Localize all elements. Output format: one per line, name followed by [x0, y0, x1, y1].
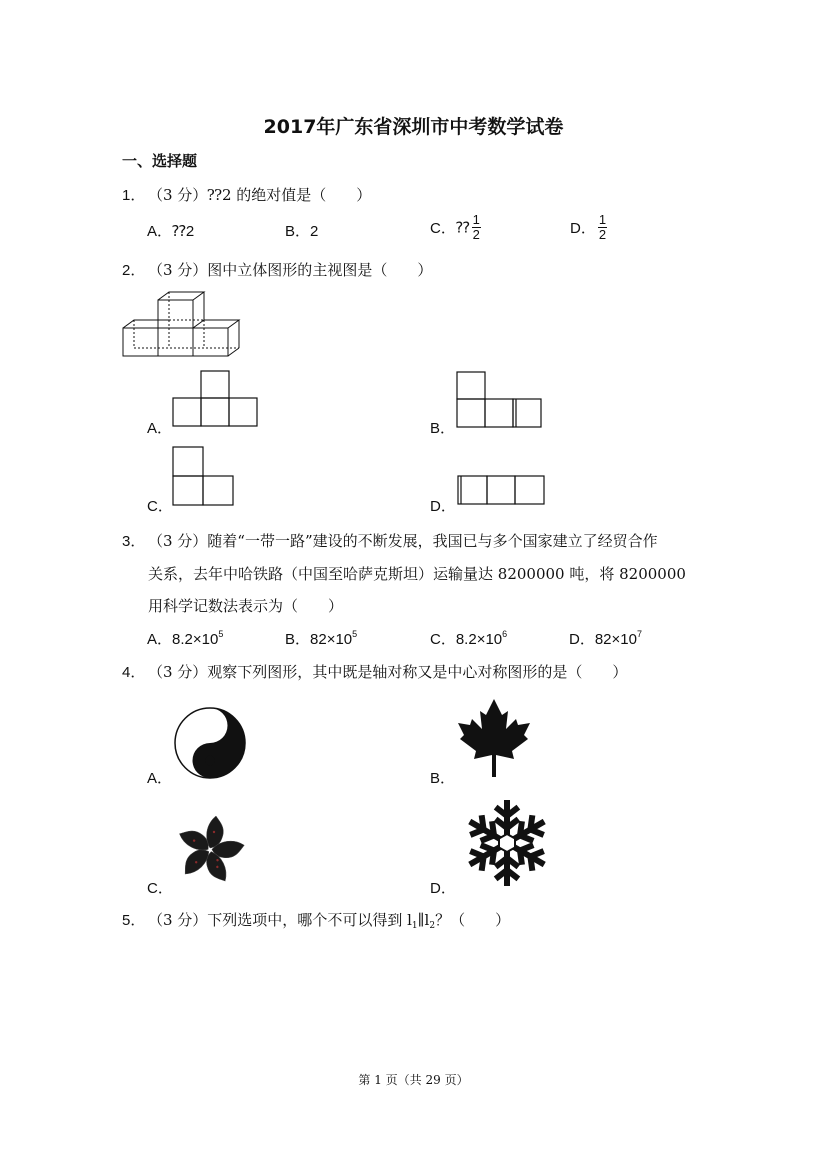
solid-figure-diagram — [118, 290, 238, 360]
question-text-line-2: 关系，去年中哈铁路（中国至哈萨克斯坦）运输量达 8200000 吨，将 8200000 — [148, 565, 686, 583]
option-base: 8.2×10 — [172, 631, 219, 648]
option-exponent: 7 — [636, 629, 642, 639]
q2-option-c-label: C． — [147, 498, 173, 515]
maple-leaf-icon — [456, 697, 532, 777]
option-label: C． — [430, 220, 456, 237]
question-text-end: ？（ ） — [435, 911, 511, 929]
subscript: 1 — [411, 921, 418, 931]
option-prefix: ⁇ — [455, 219, 470, 237]
option-base: 8.2×10 — [455, 631, 503, 648]
question-text: （3 分）⁇2 的绝对值是（ ） — [148, 186, 372, 204]
question-3 — [122, 530, 658, 551]
question-2 — [122, 259, 432, 280]
fraction — [472, 213, 481, 242]
page-footer: 第 1 页（共 29 页） — [358, 1073, 469, 1087]
q4-option-b-label: B． — [430, 770, 456, 787]
numerator: 1 — [472, 212, 480, 227]
document-title: 2017年广东省深圳市中考数学试卷 — [263, 116, 564, 138]
question-text-line-3: 用科学记数法表示为（ ） — [148, 597, 344, 615]
subscript: 2 — [429, 921, 436, 931]
q2-option-a-figure — [172, 370, 260, 428]
option-label: D． — [570, 220, 596, 237]
q2-option-c-figure — [172, 446, 236, 508]
question-number: 5． — [122, 912, 146, 929]
snowflake-icon — [461, 800, 553, 886]
option-base: 82×10 — [310, 631, 353, 648]
option-label: A． — [147, 631, 173, 648]
bauhinia-flower-icon — [170, 810, 250, 890]
q4-option-c-label: C． — [147, 880, 173, 897]
question-number: 4． — [122, 664, 146, 681]
q3-option-c — [430, 628, 507, 649]
question-5 — [122, 909, 510, 930]
q1-option-c — [430, 213, 481, 242]
option-label: B． — [285, 631, 311, 648]
q1-option-b — [285, 220, 318, 241]
option-label: C． — [430, 631, 456, 648]
q4-option-a-label: A． — [147, 770, 173, 787]
question-text: （3 分）图中立体图形的主视图是（ ） — [148, 261, 433, 279]
denominator: 2 — [472, 227, 480, 242]
q2-option-a-label: A． — [147, 420, 173, 437]
question-text: （3 分）观察下列图形，其中既是轴对称又是中心对称图形的是（ ） — [148, 663, 628, 681]
question-4 — [122, 661, 627, 682]
option-label: B． — [285, 223, 311, 240]
question-number: 2． — [122, 262, 146, 279]
question-number: 1． — [122, 187, 146, 204]
denominator: 2 — [598, 227, 607, 242]
option-exponent: 6 — [502, 629, 508, 639]
q2-option-b-figure — [456, 371, 544, 429]
numerator: 1 — [598, 212, 607, 227]
q2-option-b-label: B． — [430, 420, 456, 437]
yin-yang-icon — [173, 706, 247, 780]
option-value: ⁇2 — [172, 223, 195, 240]
option-base: 82×10 — [594, 631, 637, 648]
section-heading: 一、选择题 — [122, 152, 198, 170]
q1-option-a — [147, 220, 194, 241]
question-1 — [122, 184, 371, 205]
q3-option-d — [569, 628, 642, 649]
q3-option-a — [147, 628, 223, 649]
option-label: D． — [569, 631, 595, 648]
parallel-symbol: ∥l — [417, 911, 430, 929]
option-label: A． — [147, 223, 173, 240]
option-exponent: 5 — [218, 629, 224, 639]
q2-option-d-figure — [457, 475, 547, 507]
q3-option-b — [285, 628, 357, 649]
q4-option-d-label: D． — [430, 880, 456, 897]
q2-option-d-label: D． — [430, 498, 456, 515]
q1-option-d — [570, 213, 607, 242]
question-text: （3 分）下列选项中，哪个不可以得到 l — [148, 911, 412, 929]
option-value: 2 — [310, 223, 319, 240]
question-text-line-1: （3 分）随着“一带一路”建设的不断发展，我国已与多个国家建立了经贸合作 — [148, 532, 658, 550]
fraction — [598, 213, 607, 242]
question-number: 3． — [122, 533, 146, 550]
option-exponent: 5 — [352, 629, 358, 639]
